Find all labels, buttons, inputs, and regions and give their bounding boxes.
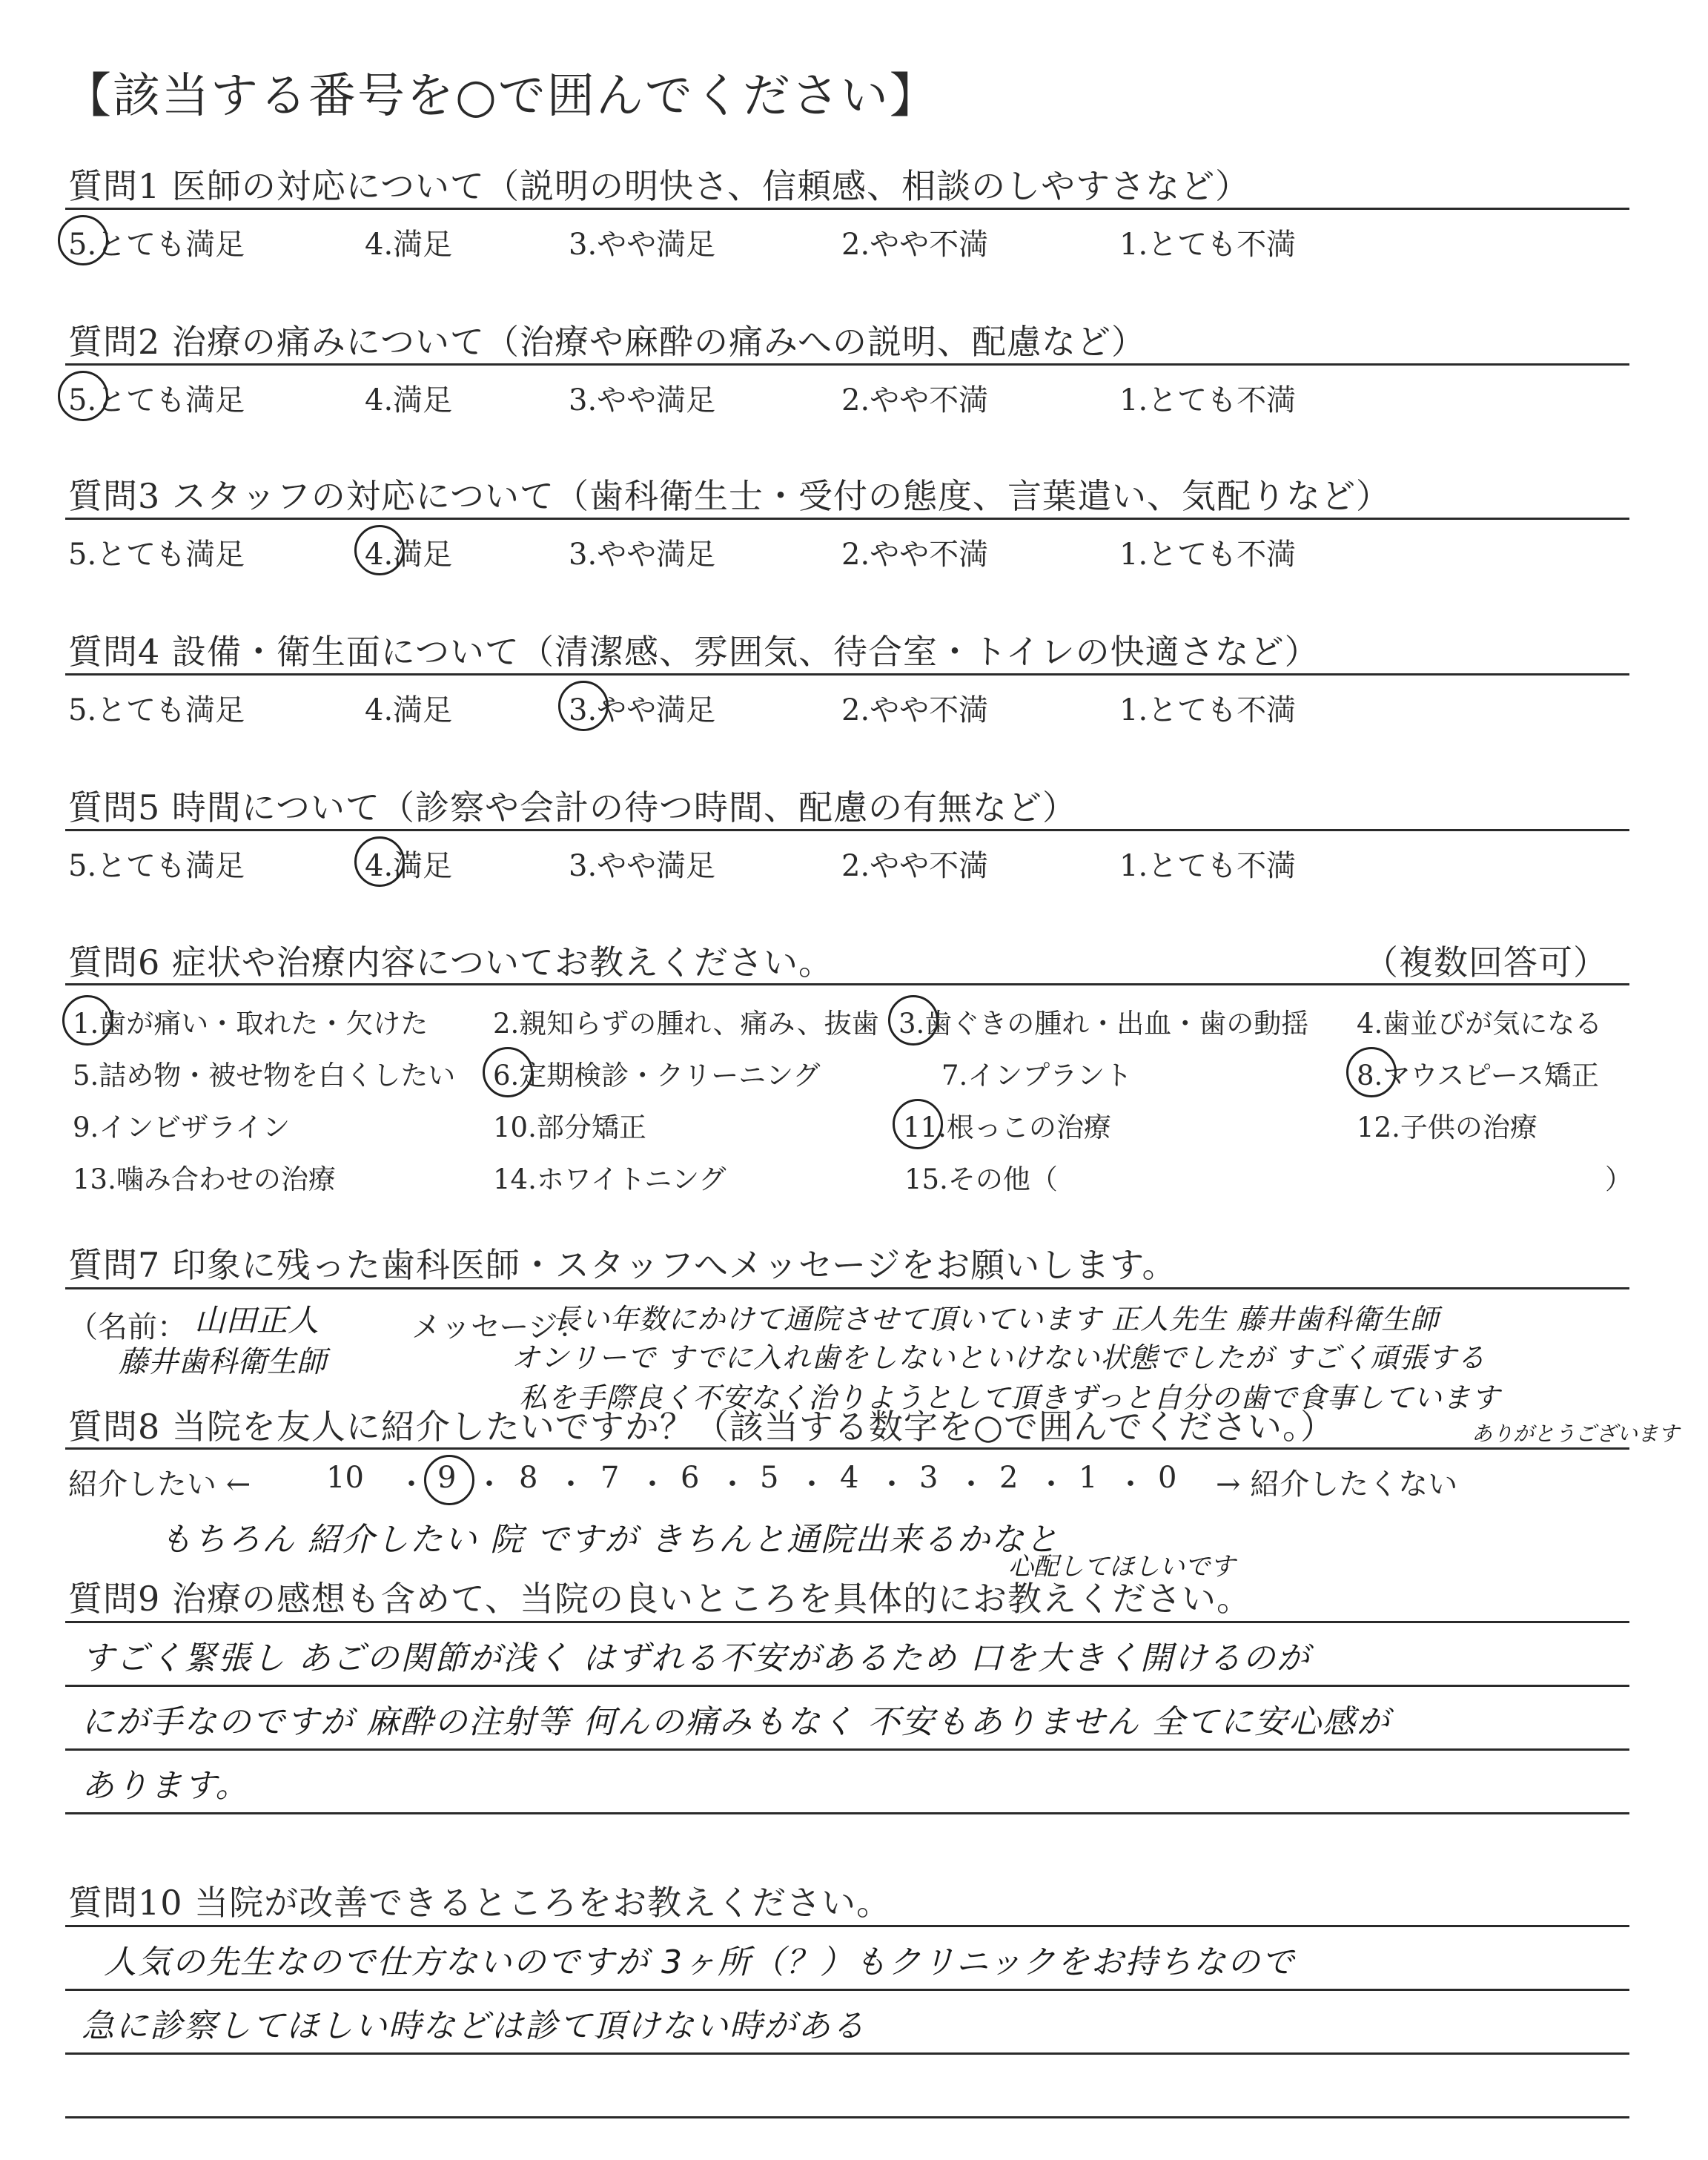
answer-line bbox=[65, 1989, 1629, 1991]
question-8-label: 質問8 当院を友人に紹介したいですか？（該当する数字を○で囲んでください。） bbox=[68, 1407, 1336, 1447]
answer-line bbox=[65, 2116, 1629, 2118]
selection-circle bbox=[1346, 1047, 1397, 1097]
q6-option-14[interactable]: 14.ホワイトニング bbox=[493, 1163, 726, 1195]
q6-option-9[interactable]: 9.インビザライン bbox=[73, 1112, 291, 1143]
q5-option-4[interactable]: 4.満足 bbox=[365, 849, 453, 883]
q3-option-3[interactable]: 3.やや満足 bbox=[569, 538, 716, 572]
divider bbox=[65, 1447, 1629, 1450]
q4-option-5[interactable]: 5.とても満足 bbox=[68, 693, 245, 727]
page-title: 【該当する番号を○で囲んでください】 bbox=[64, 69, 939, 124]
q8-comment-line-2: 心配してほしいです bbox=[1008, 1552, 1235, 1582]
q9-answer-line-3: あります。 bbox=[82, 1767, 250, 1805]
recommend-7[interactable]: 7 bbox=[600, 1461, 620, 1495]
q1-option-1[interactable]: 1.とても不満 bbox=[1119, 228, 1297, 262]
recommend-1[interactable]: 1 bbox=[1079, 1461, 1098, 1495]
q2-option-3[interactable]: 3.やや満足 bbox=[569, 383, 716, 417]
recommend-2[interactable]: 2 bbox=[999, 1461, 1019, 1495]
divider bbox=[65, 363, 1629, 366]
q4-option-4[interactable]: 4.満足 bbox=[365, 693, 453, 727]
q10-answer-line-1: 人気の先生なので仕方ないのですが 3ヶ所（？）もクリニックをお持ちなので bbox=[104, 1943, 1296, 1981]
selection-circle bbox=[354, 836, 405, 887]
multiple-answer-note: （複数回答可） bbox=[1364, 942, 1608, 982]
q9-answer-line-2: にが手なのですが 麻酔の注射等 何んの痛みもなく 不安もありません 全てに安心感が bbox=[82, 1703, 1391, 1741]
message-line-2: オンリーで すでに入れ歯をしないといけない状態でしたが すごく頑張する bbox=[512, 1341, 1486, 1374]
message-line-3: 私を手際良く不安なく治りようとして頂きずっと自分の歯で食事しています bbox=[519, 1381, 1500, 1414]
q2-option-1[interactable]: 1.とても不満 bbox=[1119, 383, 1297, 417]
selection-circle bbox=[58, 371, 108, 421]
q6-option-1[interactable]: 1.歯が痛い・取れた・欠けた bbox=[73, 1008, 428, 1040]
message-line-1: 長い年数にかけて通院させて頂いています 正人先生 藤井歯科衛生師 bbox=[552, 1303, 1440, 1335]
q1-option-4[interactable]: 4.満足 bbox=[365, 228, 453, 262]
q5-option-1[interactable]: 1.とても不満 bbox=[1119, 849, 1297, 883]
recommend-8[interactable]: 8 bbox=[519, 1461, 538, 1495]
q6-option-7[interactable]: 7.インプラント bbox=[941, 1060, 1133, 1091]
recommend-right-label: → 紹介したくない bbox=[1216, 1467, 1458, 1502]
divider bbox=[65, 1287, 1629, 1289]
q4-option-1[interactable]: 1.とても不満 bbox=[1119, 693, 1297, 727]
divider bbox=[65, 829, 1629, 831]
q6-option-6[interactable]: 6.定期検診・クリーニング bbox=[493, 1060, 821, 1091]
divider bbox=[65, 673, 1629, 676]
name-value-2: 藤井歯科衛生師 bbox=[119, 1345, 326, 1379]
answer-line bbox=[65, 1812, 1629, 1814]
selection-circle bbox=[62, 995, 113, 1046]
recommend-3[interactable]: 3 bbox=[919, 1461, 939, 1495]
q2-option-5[interactable]: 5.とても満足 bbox=[68, 383, 245, 417]
q8-comment-line-1: もちろん 紹介したい 院 ですが きちんと通院出来るかなと bbox=[159, 1521, 1059, 1559]
divider bbox=[65, 208, 1629, 210]
question-6-label: 質問6 症状や治療内容についてお教えください。 bbox=[68, 942, 833, 982]
divider bbox=[65, 1621, 1629, 1623]
recommend-4[interactable]: 4 bbox=[840, 1461, 859, 1495]
divider bbox=[65, 1925, 1629, 1927]
q1-option-3[interactable]: 3.やや満足 bbox=[569, 228, 716, 262]
recommend-left-label: 紹介したい ← bbox=[68, 1467, 251, 1502]
q2-option-4[interactable]: 4.満足 bbox=[365, 383, 453, 417]
q2-option-2[interactable]: 2.やや不満 bbox=[841, 383, 989, 417]
question-3-label: 質問3 スタッフの対応について（歯科衛生士・受付の態度、言葉遣い、気配りなど） bbox=[68, 476, 1391, 516]
q6-option-15[interactable]: 15.その他（ bbox=[904, 1163, 1058, 1195]
answer-line bbox=[65, 1685, 1629, 1687]
answer-line bbox=[65, 2052, 1629, 2055]
divider bbox=[65, 518, 1629, 520]
recommend-5[interactable]: 5 bbox=[760, 1461, 779, 1495]
message-line-4: ありがとうございます bbox=[1472, 1421, 1680, 1446]
q4-option-3[interactable]: 3.やや満足 bbox=[569, 693, 716, 727]
q1-option-5[interactable]: 5.とても満足 bbox=[68, 228, 245, 262]
recommend-0[interactable]: 0 bbox=[1158, 1461, 1177, 1495]
selection-circle bbox=[888, 995, 939, 1046]
divider bbox=[65, 983, 1629, 985]
question-2-label: 質問2 治療の痛みについて（治療や麻酔の痛みへの説明、配慮など） bbox=[68, 322, 1147, 362]
question-1-label: 質問1 医師の対応について（説明の明快さ、信頼感、相談のしやすさなど） bbox=[68, 166, 1251, 206]
q10-answer-line-2: 急に診察してほしい時などは診て頂けない時がある bbox=[82, 2007, 866, 2045]
name-value-1: 山田正人 bbox=[194, 1302, 320, 1338]
question-5-label: 質問5 時間について（診察や会計の待つ時間、配慮の有無など） bbox=[68, 787, 1077, 828]
q6-option-13[interactable]: 13.噛み合わせの治療 bbox=[73, 1163, 336, 1195]
q6-option-12[interactable]: 12.子供の治療 bbox=[1357, 1112, 1537, 1143]
q1-option-2[interactable]: 2.やや不満 bbox=[841, 228, 989, 262]
question-7-label: 質問7 印象に残った歯科医師・スタッフへメッセージをお願いします。 bbox=[68, 1245, 1177, 1285]
q3-option-4[interactable]: 4.満足 bbox=[365, 538, 453, 572]
answer-line bbox=[65, 1748, 1629, 1751]
q6-option-4[interactable]: 4.歯並びが気になる bbox=[1357, 1008, 1603, 1040]
q6-option-10[interactable]: 10.部分矯正 bbox=[493, 1112, 646, 1143]
question-9-label: 質問9 治療の感想も含めて、当院の良いところを具体的にお教えください。 bbox=[68, 1579, 1251, 1619]
q5-option-2[interactable]: 2.やや不満 bbox=[841, 849, 989, 883]
selection-circle bbox=[58, 215, 108, 265]
q6-option-5[interactable]: 5.詰め物・被せ物を白くしたい bbox=[73, 1060, 456, 1091]
q5-option-3[interactable]: 3.やや満足 bbox=[569, 849, 716, 883]
selection-circle bbox=[483, 1047, 533, 1097]
q3-option-1[interactable]: 1.とても不満 bbox=[1119, 538, 1297, 572]
q5-option-5[interactable]: 5.とても満足 bbox=[68, 849, 245, 883]
recommend-9[interactable]: 9 bbox=[437, 1461, 457, 1495]
name-label: （名前： bbox=[68, 1310, 187, 1344]
question-10-label: 質問10 当院が改善できるところをお教えください。 bbox=[68, 1883, 892, 1923]
q6-option-3[interactable]: 3.歯ぐきの腫れ・出血・歯の動揺 bbox=[898, 1008, 1309, 1040]
q3-option-2[interactable]: 2.やや不満 bbox=[841, 538, 989, 572]
selection-circle bbox=[558, 681, 609, 731]
message-label: メッセージ： bbox=[411, 1310, 588, 1344]
q3-option-5[interactable]: 5.とても満足 bbox=[68, 538, 245, 572]
q4-option-2[interactable]: 2.やや不満 bbox=[841, 693, 989, 727]
q6-option-8[interactable]: 8.マウスピース矯正 bbox=[1357, 1060, 1599, 1091]
selection-circle bbox=[893, 1099, 943, 1149]
q6-option-11[interactable]: 11.根っこの治療 bbox=[903, 1112, 1111, 1143]
q9-answer-line-1: すごく緊張し あごの関節が浅く はずれる不安があるため 口を大きく開けるのが bbox=[82, 1639, 1311, 1677]
selection-circle bbox=[424, 1455, 474, 1505]
recommend-10[interactable]: 10 bbox=[326, 1461, 364, 1495]
question-4-label: 質問4 設備・衛生面について（清潔感、雰囲気、待合室・トイレの快適さなど） bbox=[68, 632, 1320, 672]
q6-other-close: ） bbox=[1605, 1163, 1632, 1195]
recommend-6[interactable]: 6 bbox=[681, 1461, 700, 1495]
q6-option-2[interactable]: 2.親知らずの腫れ、痛み、抜歯 bbox=[493, 1008, 879, 1040]
selection-circle bbox=[354, 525, 405, 575]
